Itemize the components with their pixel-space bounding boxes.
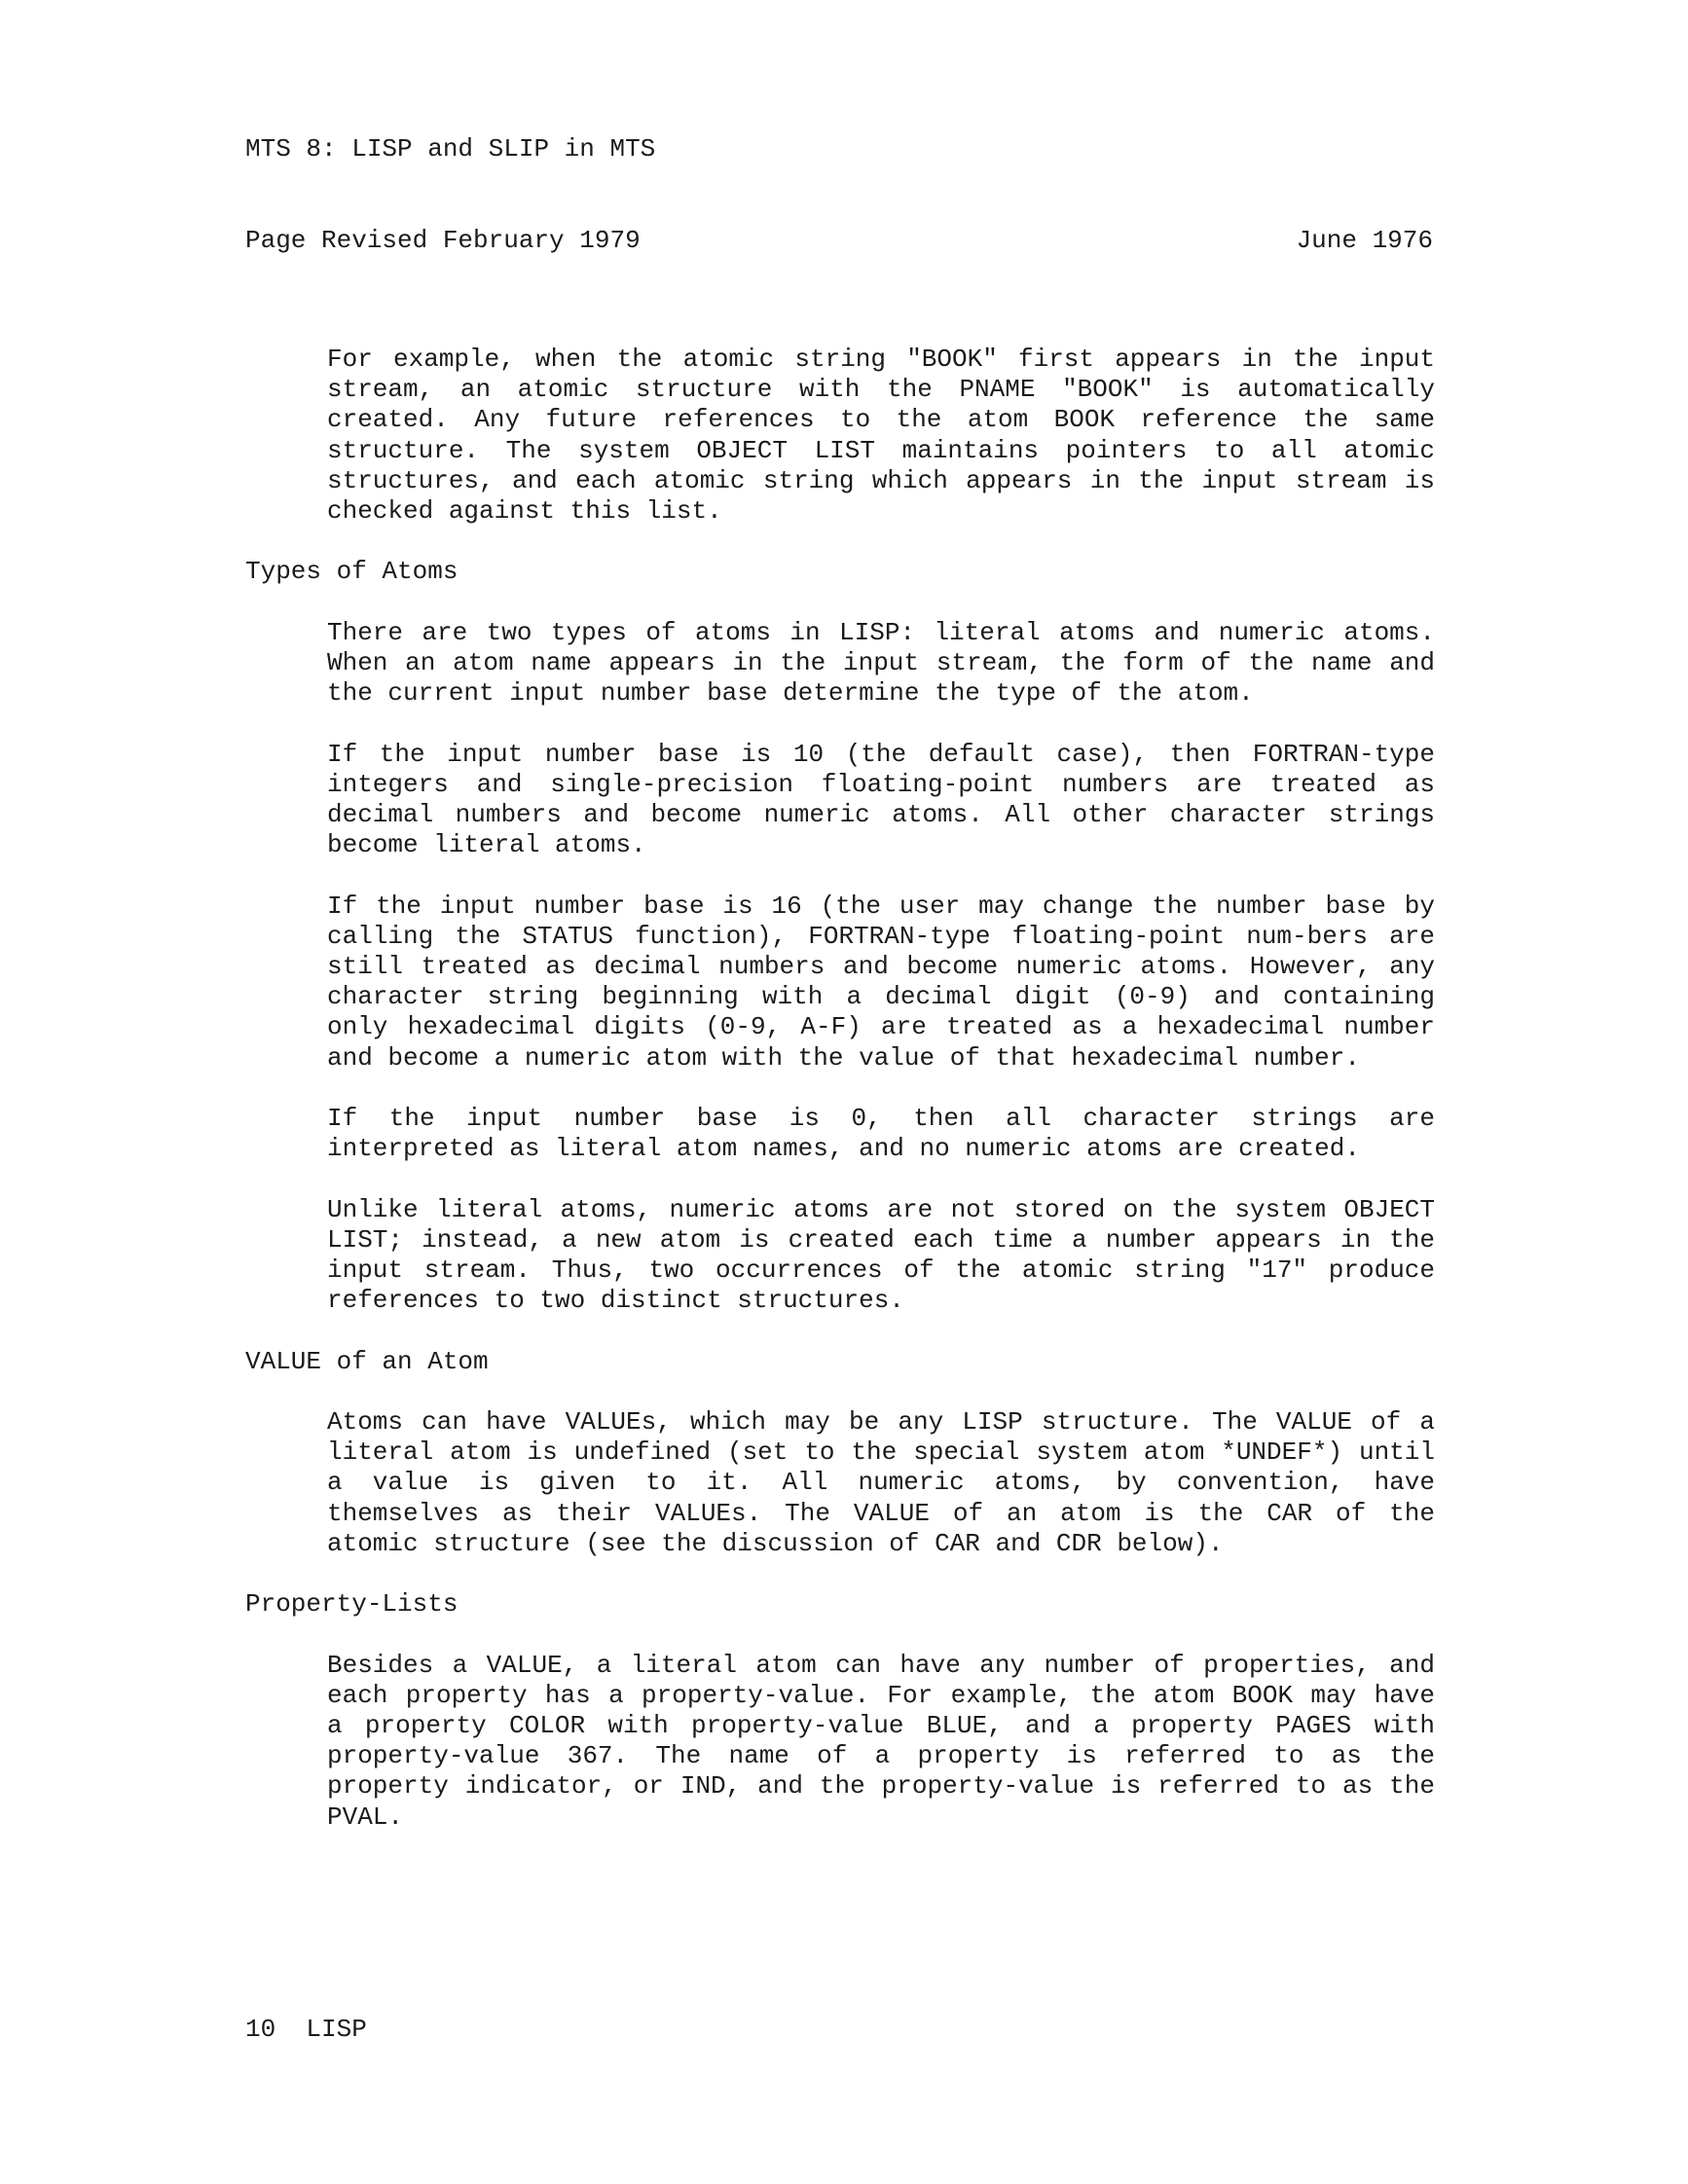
page-footer: 10 LISP [245, 2015, 367, 2044]
section-heading-property-lists: Property-Lists [245, 1589, 459, 1620]
paragraph-types-5: Unlike literal atoms, numeric atoms are not stored on the system OBJECT LIST; instead, a new atom is created each time a number appears in the input stream. Thus, two occurrences of the atomic string "17" produce references to two distinct structures. [327, 1194, 1435, 1316]
revision-note: Page Revised February 1979 [245, 226, 641, 255]
edition-date: June 1976 [1296, 226, 1433, 255]
paragraph-types-2: If the input number base is 10 (the default case), then FORTRAN-type integers and single-precision floating-point numbers are treated as decimal numbers and become numeric atoms. All other character strings become literal atoms. [327, 739, 1435, 860]
section-heading-types-of-atoms: Types of Atoms [245, 557, 459, 587]
body-text [245, 345, 1435, 1863]
paragraph-types-1: There are two types of atoms in LISP: literal atoms and numeric atoms. When an atom name appears in the input stream, the form of the name and the current input number base determine the type of the atom. [327, 617, 1435, 709]
section-heading-value-of-an-atom: VALUE of an Atom [245, 1346, 489, 1376]
running-header-title: MTS 8: LISP and SLIP in MTS [245, 134, 656, 164]
paragraph-intro: For example, when the atomic string "BOOK" first appears in the input stream, an atomic structure with the PNAME "BOOK" is automatically created. Any future references to the atom BOOK reference the same structure. The system OBJECT LIST maintains pointers to all atomic structures, and each atomic string which appears in the input stream is checked against this list. [327, 345, 1435, 527]
paragraph-value-1: Atoms can have VALUEs, which may be any LISP structure. The VALUE of a literal atom is undefined (set to the special system atom *UNDEF*) until a value is given to it. All numeric atoms, by convention, have themselves as their VALUEs. The VALUE of an atom is the CAR of the atomic structure (see the discussion of CAR and CDR below). [327, 1406, 1435, 1558]
paragraph-property-1: Besides a VALUE, a literal atom can have any number of properties, and each property has a property-value. For example, the atom BOOK may have a property COLOR with property-value BLUE, and a property PAGES with property-value 367. The name of a property is referred to as the property indicator, or IND, and the property-value is referred to as the PVAL. [327, 1650, 1435, 1832]
paragraph-types-4: If the input number base is 0, then all character strings are interpreted as literal atom names, and no numeric atoms are created. [327, 1104, 1435, 1164]
paragraph-types-3: If the input number base is 16 (the user may change the number base by calling the STATUS function), FORTRAN-type floating-point num-bers are still treated as decimal numbers and become numeric atoms. However, any character string beginning with a decimal digit (0-9) and containing only hexadecimal digits (0-9, A-F) are treated as a hexadecimal number and become a numeric atom with the value of that hexadecimal number. [327, 891, 1435, 1073]
